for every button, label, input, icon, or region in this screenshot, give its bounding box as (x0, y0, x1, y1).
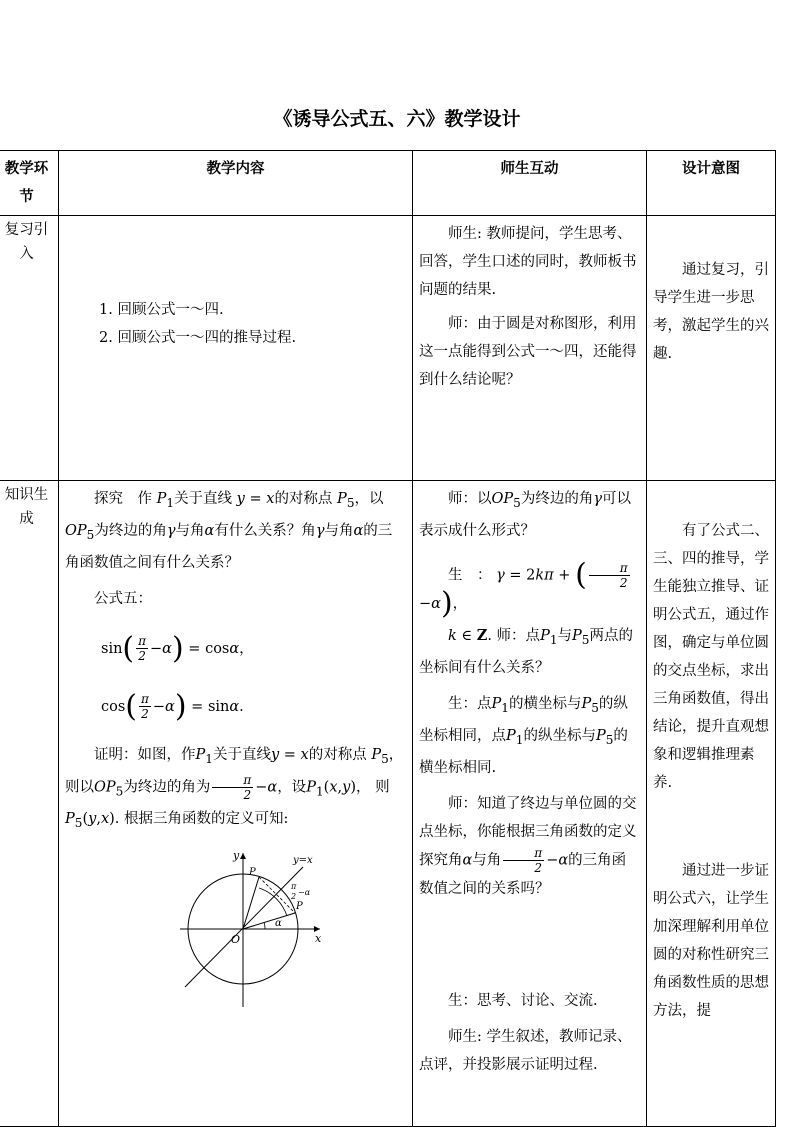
review-teacher-1: 师生: 教师提问，学生思考、回答，学生口述的同时，教师板书问题的结果. (419, 226, 637, 298)
knowledge-intent-1: 有了公式二、三、四的推导，学生能独立推导、证明公式五，通过作图，确定与单位圆的交点坐标，求出三角函数值，得出结论，提升直观想象和逻辑推理素养. (653, 523, 769, 791)
header-intent: 设计意图 (647, 151, 776, 216)
stage-knowledge: 知识生成 (0, 481, 59, 1127)
explore-text-g: 有什么关系？角 (214, 522, 316, 539)
explore-text-b: 关于直线 (174, 491, 233, 507)
ans2-text-a: 生：点 (448, 695, 492, 712)
knowledge-interaction (413, 481, 647, 1127)
interaction-k: k ∈ Z. 师：点$P_1$与$P_5$两点的坐标间有什么关系？ (419, 626, 633, 676)
q1-text-b: 为终边的角 (520, 491, 594, 507)
figure-label-line: y=x (293, 854, 313, 866)
explore-paragraph: 探究 作 $P_1$关于直线 y = x的对称点 $P_5$，以 $OP_5$为终边的角γ与角α有什么关系？角γ与角α的三角函数值之间有什么关系？ (65, 491, 393, 571)
interaction-answer3: 生：思考、讨论、交流. (448, 992, 598, 1009)
explore-text-a: 探究 作 (94, 491, 152, 507)
explore-text-h: 与角 (324, 522, 354, 539)
interaction-answer2: 生：点$P_1$的横坐标与$P_5$的纵坐标相同，点$P_1$的纵坐标与$P_5$的横坐标相同. (419, 695, 628, 776)
ans2-text-e: 的横坐标相同. (419, 727, 628, 776)
formula-sin: sin( $\frac{\pi}{2}$ −α) = cosα， (101, 630, 254, 666)
header-content: 教学内容 (59, 151, 413, 216)
figure-label-o: O (231, 932, 241, 946)
figure-label-angle-den: 2 (291, 891, 297, 901)
figure-label-p5: P (249, 866, 256, 878)
proof-text-c: 的对称点 (308, 746, 367, 763)
knowledge-intent (647, 481, 776, 1127)
figure-label-angle-num: π (291, 881, 297, 891)
review-interaction (413, 216, 647, 481)
proof-text-i: . 根据三角函数的定义可知: (114, 811, 289, 828)
review-intent-text: 通过复习，引导学生进一步思考，激起学生的兴趣. (653, 262, 769, 362)
q3-text-c: 的三角函数值之间的关系吗？ (419, 852, 627, 897)
proof-text-b: 关于直线 (212, 746, 271, 763)
proof-text-d: ，则以 (65, 746, 404, 796)
unit-circle-figure (175, 849, 325, 1009)
figure-label-y: y (233, 848, 240, 862)
answer1-label: 生 ： (448, 567, 492, 584)
stage-review: 复习引入 (0, 216, 59, 481)
figure-label-x: x (315, 931, 322, 945)
formula-heading: 公式五： (94, 590, 152, 607)
knowledge-intent-2: 通过进一步证明公式六，让学生加深理解利用单位圆的对称性研究三角函数性质的思想方法，提 (653, 863, 769, 1019)
proof-paragraph: 证明：如图，作$P_1$关于直线y = x的对称点 $P_5$，则以$OP_5$为终边的角为 $\frac{\pi}{2}$ −α，设$P_1(x,y)$， 则$P_5(y,x)$. 根据三角函数的定义可知: (65, 746, 404, 830)
explore-text-d: ，以 (354, 491, 384, 507)
explore-text-f: 与角 (175, 522, 205, 539)
interaction-teacher: 师生: 学生叙述，教师记录、点评，并投影展示证明过程. (419, 1028, 632, 1073)
explore-text-e: 为终边的角 (94, 522, 167, 539)
k-text-c: 两点的坐标间有什么关系？ (419, 627, 633, 676)
proof-text-f: ，设 (277, 779, 307, 796)
review-intent (647, 216, 776, 481)
lesson-plan-table (0, 150, 776, 1127)
figure-label-alpha: α (275, 917, 282, 929)
interaction-q3: 师：知道了终边与单位圆的交点坐标，你能根据三角函数的定义探究角α与角 $\frac{\pi}{2}$ −α的三角函数值之间的关系吗？ (419, 795, 637, 897)
q1-text-a: 师：以 (448, 491, 492, 507)
header-interaction: 师生互动 (413, 151, 647, 216)
interaction-q1: 师：以$OP_5$为终边的角γ可以表示成什么形式？ (419, 491, 632, 539)
ans2-text-c: 的纵坐标相同，点 (419, 695, 628, 744)
review-row (0, 216, 776, 481)
explore-text-c: 的对称点 (274, 491, 333, 507)
review-content (59, 216, 413, 481)
figure-label-angle-rest: −α (298, 887, 311, 897)
q3-text-a: 师：知道了终边与单位圆的交点坐标，你能根据三角函数的定义探究角 (419, 795, 637, 869)
k-text-a: . 师：点 (487, 627, 541, 644)
proof-text-a: 证明：如图，作 (94, 746, 196, 763)
proof-text-e: 为终边的角为 (123, 779, 211, 796)
proof-text-g: ， (355, 779, 371, 796)
explore-text-i: 的三角函数值之间有什么关系？ (65, 522, 393, 571)
figure-label-p1: P (296, 900, 303, 912)
ans2-text-d: 的纵坐标与 (523, 727, 596, 744)
interaction-answer1: 生 ： γ = 2kπ + ( $\frac{\pi}{2}$ −α)， (419, 557, 628, 621)
header-stage: 教学环节 (0, 151, 59, 216)
q1-text-c: 可以表示成什么形式？ (419, 491, 632, 539)
header-row (0, 151, 776, 216)
ans2-text-b: 的横坐标与 (508, 695, 582, 712)
review-item-2: 2. 回顾公式一～四的推导过程. (99, 330, 297, 346)
review-teacher-2: 师：由于圆是对称图形，利用这一点能得到公式一～四，还能得到什么结论呢？ (419, 316, 637, 388)
k-text-b: 与 (557, 627, 573, 644)
q3-text-b: 与角 (472, 852, 502, 869)
proof-text-h: 则 (375, 779, 390, 796)
knowledge-content (59, 481, 413, 1127)
document-title: 《诱导公式五、六》教学设计 (273, 108, 521, 130)
review-item-1: 1. 回顾公式一～四. (99, 302, 224, 318)
knowledge-row (0, 481, 776, 1127)
formula-cos: cos( $\frac{\pi}{2}$ −α) = sinα. (101, 688, 244, 724)
